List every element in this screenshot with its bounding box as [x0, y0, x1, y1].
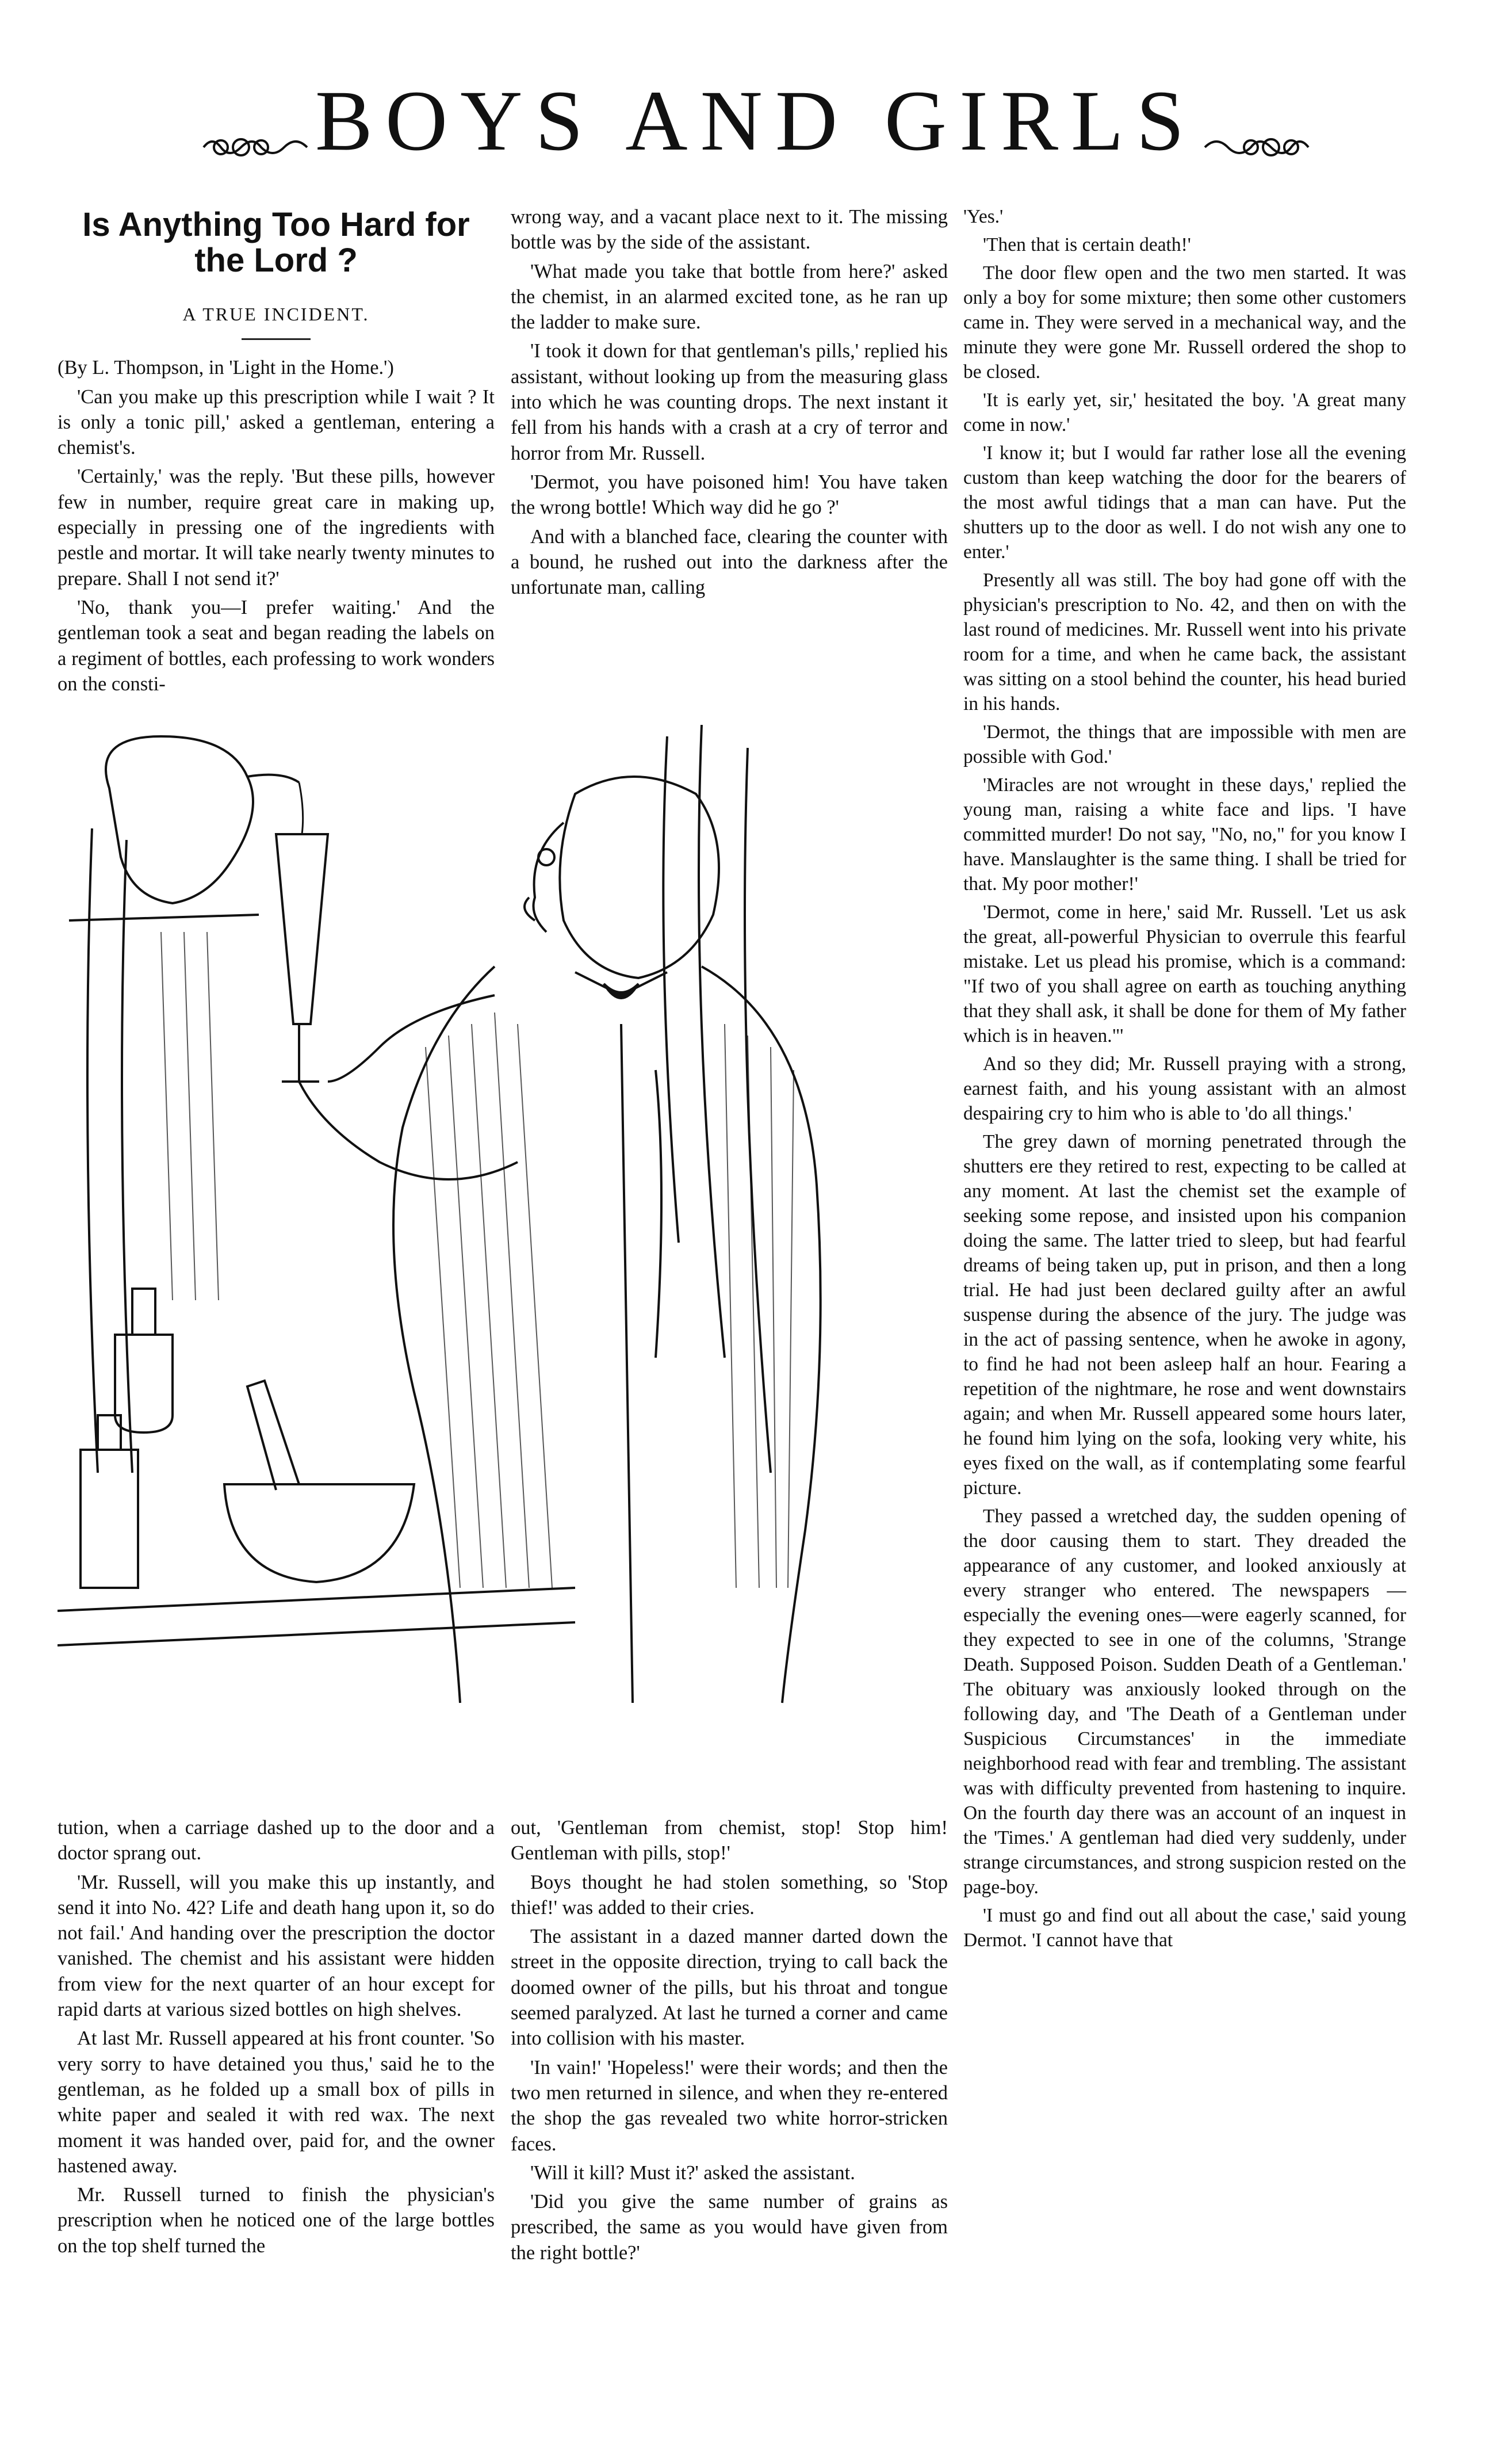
paragraph: 'I took it down for that gentleman's pills,' replied his assistant, without looking up from the measuring glass into which he was counting drops. The next instant it fell from his hands with a crash at a cry of terror and horror from Mr. Russell.: [511, 340, 948, 464]
paragraph: They passed a wretched day, the sudden opening of the door causing them to start. They dreaded the appearance of any customer, and looked anxiously at every stranger who entered. The newspapers — especially the evening ones—were eagerly scanned, for they expected to see in one of the columns, 'Strange Death. Supposed Poison. Sudden Death of a Gentleman.' The obituary was anxiously looked through on the following day, and 'The Death of a Gentleman under Suspicious Circumstances' in the immediate neighborhood read with fear and trembling. The assistant was with difficulty prevented from hastening to inquire. On the fourth day there was an account of an inquest in the 'Times.' A gentleman had died very suddenly, under strange circumstances, and strong suspicion rested on the page-boy.: [963, 1506, 1406, 1898]
right-ornament-icon: [1199, 130, 1314, 165]
paragraph: 'Then that is certain death!': [983, 234, 1191, 255]
paragraph: 'It is early yet, sir,' hesitated the boy. 'A great many come in now.': [963, 389, 1406, 436]
headline-line-2: the Lord ?: [194, 242, 358, 279]
paragraph: Boys thought he had stolen something, so 'Stop thief!' was added to their cries.: [511, 1871, 948, 1919]
paragraph: 'Dermot, you have poisoned him! You have taken the wrong bottle! Which way did he go ?': [511, 471, 948, 519]
paragraph: 'Dermot, the things that are impossible with men are possible with God.': [963, 721, 1406, 767]
paragraph: 'I know it; but I would far rather lose all the evening custom than keep watching the door for the bearers of the most awful tidings that a man can have. Put the shutters up to the door as well. I do not wish any one to enter.': [963, 442, 1406, 563]
paragraph: 'What made you take that bottle from here?' asked the chemist, in an alarmed excited tone, as he ran up the ladder to make sure.: [511, 260, 948, 334]
paragraph: 'I must go and find out all about the case,' said young Dermot. 'I cannot have that: [963, 1905, 1406, 1951]
column-2-top: [511, 204, 948, 603]
section-masthead: [0, 69, 1512, 173]
paragraph: tution, when a carriage dashed up to the door and a doctor sprang out.: [58, 1817, 495, 1865]
article-headline: [58, 207, 495, 278]
paragraph: 'Will it kill? Must it?' asked the assistant.: [530, 2161, 855, 2184]
column-1-top: [58, 207, 495, 700]
column-1-bottom: [58, 1815, 495, 2262]
paragraph: wrong way, and a vacant place next to it. The missing bottle was by the side of the assistant.: [511, 206, 948, 254]
paragraph: 'Mr. Russell, will you make this up instantly, and send it into No. 42? Life and death hang upon it, so do not fail.' And handing over the prescription the doctor vanished. The chemist and his assistant were hidden from view for the next quarter of an hour except for rapid darts at various sized bottles on high shelves.: [58, 1871, 495, 2021]
divider: [242, 338, 311, 340]
paragraph: 'Yes.': [963, 206, 1004, 227]
column-2-bottom: [511, 1815, 948, 2269]
paragraph: 'No, thank you—I prefer waiting.' And the gentleman took a seat and began reading the labels on a regiment of bottles, each professing to work wonders on the consti-: [58, 596, 495, 695]
paragraph: 'Dermot, come in here,' said Mr. Russell. 'Let us ask the great, all-powerful Physician to overrule this fearful mistake. Let us plead his promise, which is a command: "If two of you shall agree on earth as touching anything that they shall ask, it shall be done for them of My father which is in heaven."': [963, 901, 1406, 1046]
paragraph: The grey dawn of morning penetrated through the shutters ere they retired to rest, expecting to be called at any moment. At last the chemist set the example of seeking some repose, and insisted upon his companion doing the same. The latter tried to sleep, but had fearful dreams of being taken up, put in prison, and then a long trial. He had just been declared guilty after an awful suspense during the absence of the jury. The judge was in the act of passing sentence, when he awoke in agony, to find he had not been asleep half an hour. Fearing a repetition of the nightmare, he rose and went downstairs again; and when Mr. Russell appeared some hours later, he found him lying on the sofa, looking very white, his eyes fixed on the wall, as if contemplating some fearful picture.: [963, 1131, 1406, 1499]
headline-line-1: Is Anything Too Hard for: [82, 206, 470, 243]
paragraph: 'Can you make up this prescription while I wait ? It is only a tonic pill,' asked a gentleman, entering a chemist's.: [58, 385, 495, 459]
paragraph: The door flew open and the two men started. It was only a boy for some mixture; then some other customers came in. They were served in a mechanical way, and the minute they were gone Mr. Russell ordered the shop to be closed.: [963, 262, 1406, 383]
byline: (By L. Thompson, in 'Light in the Home.'): [58, 357, 394, 379]
paragraph: At last Mr. Russell appeared at his front counter. 'So very sorry to have detained you thus,' said he to the gentleman, as he folded up a small box of pills in white paper and sealed it with red wax. The next moment it was handed over, paid for, and the owner hastened away.: [58, 2027, 495, 2177]
article-subheading: A TRUE INCIDENT.: [182, 304, 370, 324]
paragraph: And with a blanched face, clearing the counter with a bound, he rushed out into the darkness after the unfortunate man, calling: [511, 525, 948, 599]
paragraph: Mr. Russell turned to finish the physician's prescription when he noticed one of the large bottles on the top shelf turned the: [58, 2184, 495, 2257]
paragraph: And so they did; Mr. Russell praying with a strong, earnest faith, and his young assistant with an almost despairing cry to him who is able to 'do all things.': [963, 1053, 1406, 1124]
paragraph: Presently all was still. The boy had gone off with the physician's prescription to No. 42, and then on with the last round of medicines. Mr. Russell went into his private room for a time, and when he came back, the assistant was sitting on a stool behind the counter, his head buried in his hands.: [963, 570, 1406, 715]
paragraph: 'In vain!' 'Hopeless!' were their words; and then the two men returned in silence, and when they re-entered the shop the gas revealed two white horror-stricken faces.: [511, 2056, 948, 2155]
paragraph: out, 'Gentleman from chemist, stop! Stop him! Gentleman with pills, stop!': [511, 1817, 948, 1865]
left-ornament-icon: [198, 130, 313, 165]
paragraph: 'Miracles are not wrought in these days,' replied the young man, raising a white face and lips. 'I have committed murder! Do not say, "No, no," for you know I have. Manslaughter is the same thing. I shall be tried for that. My poor mother!': [963, 774, 1406, 895]
column-3: [963, 204, 1406, 1956]
paragraph: 'Certainly,' was the reply. 'But these pills, however few in number, require great care in making up, especially in pressing one of the ingredients with pestle and mortar. It will take nearly twenty minutes to prepare. Shall I not send it?': [58, 465, 495, 590]
paragraph: The assistant in a dazed manner darted down the street in the opposite direction, trying to call back the doomed owner of the pills, but his throat and tongue seemed paralyzed. At last he turned a corner and came into collision with his master.: [511, 1926, 948, 2050]
paragraph: 'Did you give the same number of grains as prescribed, the same as you would have given from the right bottle?': [511, 2191, 948, 2264]
chemist-illustration: [58, 725, 966, 1737]
section-title: BOYS AND GIRLS: [315, 73, 1197, 169]
